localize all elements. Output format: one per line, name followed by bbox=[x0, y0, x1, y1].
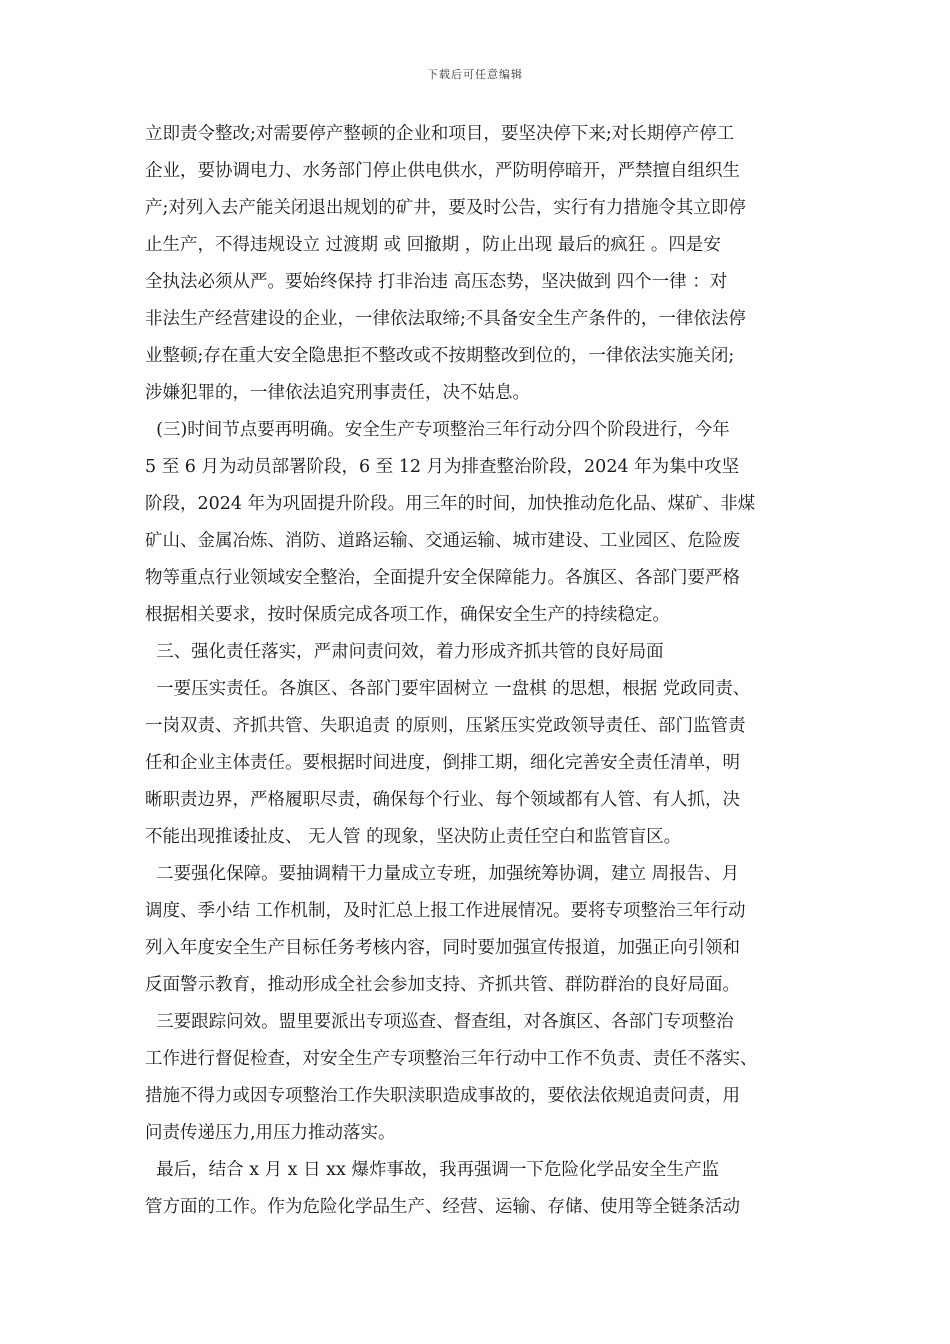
section-heading: 三、强化责任落实，严肃问责问效，着力形成齐抓共管的良好局面 bbox=[145, 642, 664, 662]
text-line: 非法生产经营建设的企业，一律依法取缔;不具备安全生产条件的，一律依法停 bbox=[145, 309, 746, 329]
text-line: 二要强化保障。要抽调精干力量成立专班，加强统筹协调，建立 周报告、月 bbox=[145, 864, 740, 884]
text-line: 不能出现推诿扯皮、 无人管 的现象，坚决防止责任空白和监管盲区。 bbox=[145, 827, 682, 847]
text-line: 最后，结合 x 月 x 日 xx 爆炸事故，我再强调一下危险化学品安全生产监 bbox=[145, 1160, 719, 1180]
text-line: 一岗双责、齐抓共管、失职追责 的原则，压紧压实党政领导责任、部门监管责 bbox=[145, 716, 746, 736]
text-line: 企业，要协调电力、水务部门停止供电供水，严防明停暗开，严禁擅自组织生 bbox=[145, 161, 740, 181]
text-line: 工作进行督促检查，对安全生产专项整治三年行动中工作不负责、责任不落实、 bbox=[145, 1049, 758, 1069]
text-line: (三)时间节点要再明确。安全生产专项整治三年行动分四个阶段进行，今年 bbox=[145, 420, 730, 440]
page-header: 下载后可任意编辑 bbox=[427, 68, 523, 81]
text-line: 物等重点行业领域安全整治，全面提升安全保障能力。各旗区、各部门要严格 bbox=[145, 568, 740, 588]
text-line: 止生产，不得违规设立 过渡期 或 回撤期 ，防止出现 最后的疯狂 。四是安 bbox=[145, 235, 721, 255]
text-line: 反面警示教育，推动形成全社会参加支持、齐抓共管、群防群治的良好局面。 bbox=[145, 975, 740, 995]
text-line: 根据相关要求，按时保质完成各项工作，确保安全生产的持续稳定。 bbox=[145, 605, 670, 625]
text-line: 立即责令整改;对需要停产整顿的企业和项目，要坚决停下来;对长期停产停工 bbox=[145, 124, 735, 144]
text-line: 三要跟踪问效。盟里要派出专项巡查、督查组，对各旗区、各部门专项整治 bbox=[145, 1012, 734, 1032]
text-line: 措施不得力或因专项整治工作失职渎职造成事故的，要依法依规追责问责，用 bbox=[145, 1086, 740, 1106]
text-line: 管方面的工作。作为危险化学品生产、经营、运输、存储、使用等全链条活动 bbox=[145, 1197, 740, 1217]
text-line: 全执法必须从严。要始终保持 打非治违 高压态势，坚决做到 四个一律 ：对 bbox=[145, 272, 728, 292]
text-line: 业整顿;存在重大安全隐患拒不整改或不按期整改到位的，一律依法实施关闭; bbox=[145, 346, 735, 366]
text-line: 列入年度安全生产目标任务考核内容，同时要加强宣传报道，加强正向引领和 bbox=[145, 938, 740, 958]
text-line: 产;对列入去产能关闭退出规划的矿井，要及时公告，实行有力措施令其立即停 bbox=[145, 198, 746, 218]
text-line: 5 至 6 月为动员部署阶段，6 至 12 月为排查整治阶段，2024 年为集中攻坚 bbox=[145, 457, 740, 477]
text-line: 一要压实责任。各旗区、各部门要牢固树立 一盘棋 的思想，根据 党政同责、 bbox=[145, 679, 751, 699]
text-line: 涉嫌犯罪的，一律依法追究刑事责任，决不姑息。 bbox=[145, 383, 530, 403]
text-line: 晰职责边界，严格履职尽责，确保每个行业、每个领域都有人管、有人抓，决 bbox=[145, 790, 740, 810]
text-line: 任和企业主体责任。要根据时间进度，倒排工期，细化完善安全责任清单，明 bbox=[145, 753, 740, 773]
text-line: 问责传递压力,用压力推动落实。 bbox=[145, 1123, 396, 1143]
text-line: 阶段，2024 年为巩固提升阶段。用三年的时间，加快推动危化品、煤矿、非煤 bbox=[145, 494, 756, 514]
text-line: 矿山、金属冶炼、消防、道路运输、交通运输、城市建设、工业园区、危险废 bbox=[145, 531, 740, 551]
text-line: 调度、季小结 工作机制，及时汇总上报工作进展情况。要将专项整治三年行动 bbox=[145, 901, 746, 921]
